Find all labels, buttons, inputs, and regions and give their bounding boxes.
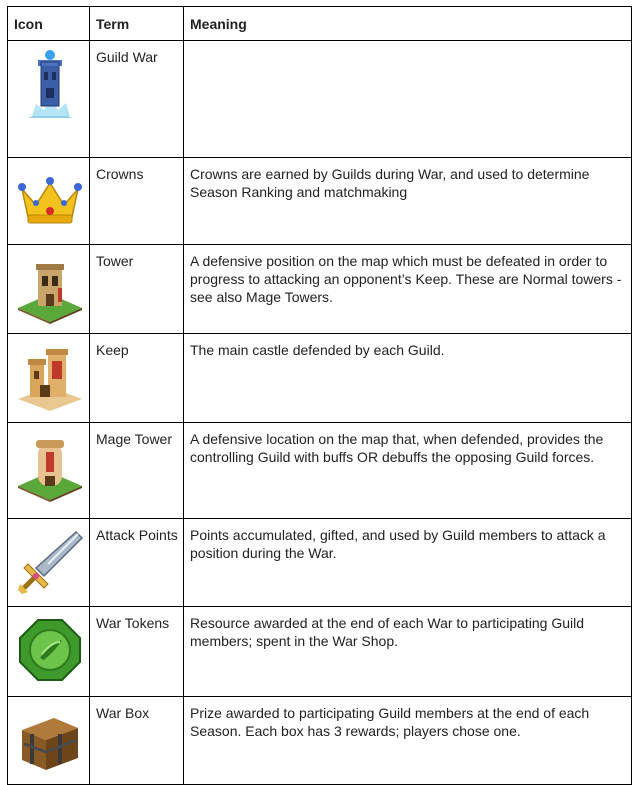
table-row xyxy=(8,607,632,697)
meaning-cell: Resource awarded at the end of each War to participating Guild members; spent in the War Shop. xyxy=(184,607,632,697)
guild-war-tower-icon xyxy=(14,48,86,120)
glossary-table xyxy=(7,6,632,785)
table-row xyxy=(8,158,632,245)
table-row xyxy=(8,423,632,519)
term-cell: Guild War xyxy=(90,41,184,158)
header-icon: Icon xyxy=(8,7,90,41)
term-cell: Tower xyxy=(90,245,184,334)
header-meaning: Meaning xyxy=(184,7,632,41)
meaning-cell: Prize awarded to participating Guild members at the end of each Season. Each box has 3 rewards; players chose one. xyxy=(184,697,632,785)
table-row xyxy=(8,245,632,334)
table-row xyxy=(8,519,632,607)
meaning-cell: A defensive location on the map that, when defended, provides the controlling Guild with buffs OR debuffs the opposing Guild forces. xyxy=(184,423,632,519)
keep-castle-icon xyxy=(14,341,86,413)
tower-icon xyxy=(14,252,86,324)
war-token-icon xyxy=(14,614,86,686)
war-box-chest-icon xyxy=(14,704,86,776)
term-cell: Crowns xyxy=(90,158,184,245)
meaning-cell: Points accumulated, gifted, and used by Guild members to attack a position during the War. xyxy=(184,519,632,607)
meaning-cell: A defensive position on the map which must be defeated in order to progress to attacking an opponent’s Keep. These are Normal towers -see also Mage Towers. xyxy=(184,245,632,334)
table-row xyxy=(8,697,632,785)
sword-icon xyxy=(14,526,86,598)
term-cell: Mage Tower xyxy=(90,423,184,519)
crown-icon xyxy=(14,165,86,237)
header-term: Term xyxy=(90,7,184,41)
term-cell: War Tokens xyxy=(90,607,184,697)
meaning-cell: Crowns are earned by Guilds during War, and used to determine Season Ranking and matchmaking xyxy=(184,158,632,245)
header-row xyxy=(8,7,632,41)
meaning-cell xyxy=(184,41,632,158)
table-row xyxy=(8,334,632,423)
term-cell: Keep xyxy=(90,334,184,423)
meaning-cell: The main castle defended by each Guild. xyxy=(184,334,632,423)
term-cell: War Box xyxy=(90,697,184,785)
table-row xyxy=(8,41,632,158)
mage-tower-icon xyxy=(14,430,86,502)
term-cell: Attack Points xyxy=(90,519,184,607)
